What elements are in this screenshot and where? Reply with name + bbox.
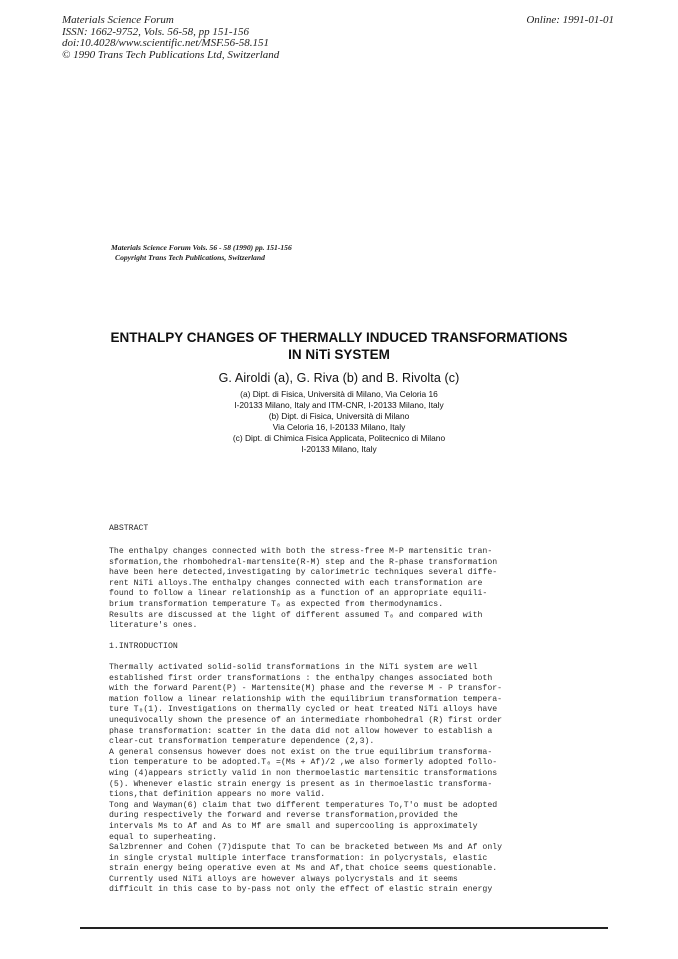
- intro-line: ture T₀(1). Investigations on thermally cycled or heat treated NiTi alloys have: [109, 705, 498, 715]
- intro-line: during respectively the forward and reverse transformation,provided the: [109, 811, 458, 821]
- title-line: ENTHALPY CHANGES OF THERMALLY INDUCED TRANSFORMATIONS: [110, 330, 568, 345]
- citation-line: Materials Science Forum Vols. 56 - 58 (1990) pp. 151-156: [111, 243, 292, 252]
- affiliation-line: Via Celoria 16, I-20133 Milano, Italy: [272, 421, 406, 432]
- intro-line: with the forward Parent(P) - Martensite(M) phase and the reverse M - P transfor-: [109, 684, 503, 694]
- intro-line: Thermally activated solid-solid transformations in the NiTi system are well: [109, 663, 478, 672]
- journal-copyright: © 1990 Trans Tech Publications Ltd, Switzerland: [62, 48, 280, 61]
- copyright-line: Copyright Trans Tech Publications, Switzerland: [115, 253, 265, 262]
- intro-line: Salzbrenner and Cohen (7)dispute that To can be bracketed between Ms and Af only: [109, 843, 503, 853]
- abstract-body: [109, 547, 551, 632]
- journal-doi: doi:10.4028/www.scientific.net/MSF.56-58.151: [62, 37, 270, 50]
- affiliations: [90, 389, 588, 454]
- online-date: Online: 1991-01-01: [526, 14, 614, 26]
- intro-line: clear-cut transformation temperature dependence (2,3).: [109, 737, 375, 747]
- intro-line: in single crystal multiple interface transformation: in polycrystals, elastic: [109, 853, 488, 863]
- intro-body: [109, 663, 551, 896]
- affiliation-line: (b) Dipt. di Fisica, Università di Milano: [268, 410, 410, 421]
- journal-issn: ISSN: 1662-9752, Vols. 56-58, pp 151-156: [62, 25, 249, 38]
- authors: G. Airoldi (a), G. Riva (b) and B. Rivolta (c): [218, 371, 460, 385]
- intro-line: tion temperature to be adopted.T₀ =(Ms + Af)/2 ,we also formerly adopted follo-: [109, 758, 498, 768]
- intro-line: (5). Whenever elastic strain energy is present as in thermoelastic transforma-: [109, 779, 493, 789]
- intro-line: established first order transformations : the enthalpy changes associated both: [109, 673, 493, 683]
- intro-line: Currently used NiTi alloys are however always polycrystals and it seems: [109, 874, 458, 884]
- affiliation-line: (a) Dipt. di Fisica, Università di Milano, Via Celoria 16: [240, 389, 438, 399]
- intro-line: phase transformation: scatter in the data did not allow however to establish a: [109, 726, 493, 736]
- affiliation-line: (c) Dipt. di Chimica Fisica Applicata, Politecnico di Milano: [232, 432, 446, 443]
- intro-line: intervals Ms to Af and As to Mf are small and supercooling is approximately: [109, 821, 478, 831]
- abstract-line: brium transformation temperature T₀ as expected from thermodynamics.: [109, 599, 444, 609]
- abstract-line: Results are discussed at the light of different assumed T₀ and compared with: [109, 610, 483, 620]
- intro-line: tions,that definition appears no more valid.: [109, 790, 326, 800]
- abstract-line: The enthalpy changes connected with both the stress-free M-P martensitic tran-: [109, 547, 493, 556]
- footer-rule: [80, 927, 608, 929]
- title-line: IN NiTi SYSTEM: [288, 346, 390, 362]
- abstract-heading: ABSTRACT: [109, 524, 149, 533]
- affiliation-line: I-20133 Milano, Italy and ITM-CNR, I-20133 Milano, Italy: [234, 399, 444, 410]
- citation-block: [111, 243, 292, 263]
- intro-heading: 1.INTRODUCTION: [109, 642, 178, 651]
- intro-line: wing (4)appears strictly valid in non thermoelastic martensitic transformations: [109, 768, 498, 778]
- intro-line: difficult in this case to by-pass not only the effect of elastic strain energy: [109, 885, 493, 895]
- abstract-line: literature's ones.: [109, 621, 198, 631]
- intro-line: strain energy being operative even at Ms and Af,that choice seems questionable.: [109, 864, 498, 874]
- journal-name: Materials Science Forum: [62, 14, 174, 26]
- intro-line: equal to superheating.: [109, 832, 218, 842]
- abstract-line: sformation,the rhombohedral-martensite(R-M) step and the R-phase transformation: [109, 557, 498, 567]
- affiliation-line: I-20133 Milano, Italy: [301, 443, 377, 454]
- journal-info: [62, 15, 279, 61]
- paper-title: [90, 330, 588, 363]
- intro-line: Tong and Wayman(6) claim that two different temperatures To,T'o must be adopted: [109, 800, 498, 810]
- abstract-line: have been here detected,investigating by calorimetric techniques several diffe-: [109, 568, 498, 578]
- intro-line: mation follow a linear relationship with the equilibrium transformation tempera-: [109, 694, 503, 704]
- intro-line: A general consensus however does not exist on the true equilibrium transforma-: [109, 747, 493, 757]
- abstract-line: found to follow a linear relationship as a function of an appropriate equili-: [109, 589, 488, 599]
- abstract-line: rent NiTi alloys.The enthalpy changes connected with each transformation are: [109, 578, 483, 588]
- intro-line: unequivocally shown the presence of an intermediate rhombohedral (R) first order: [109, 715, 503, 725]
